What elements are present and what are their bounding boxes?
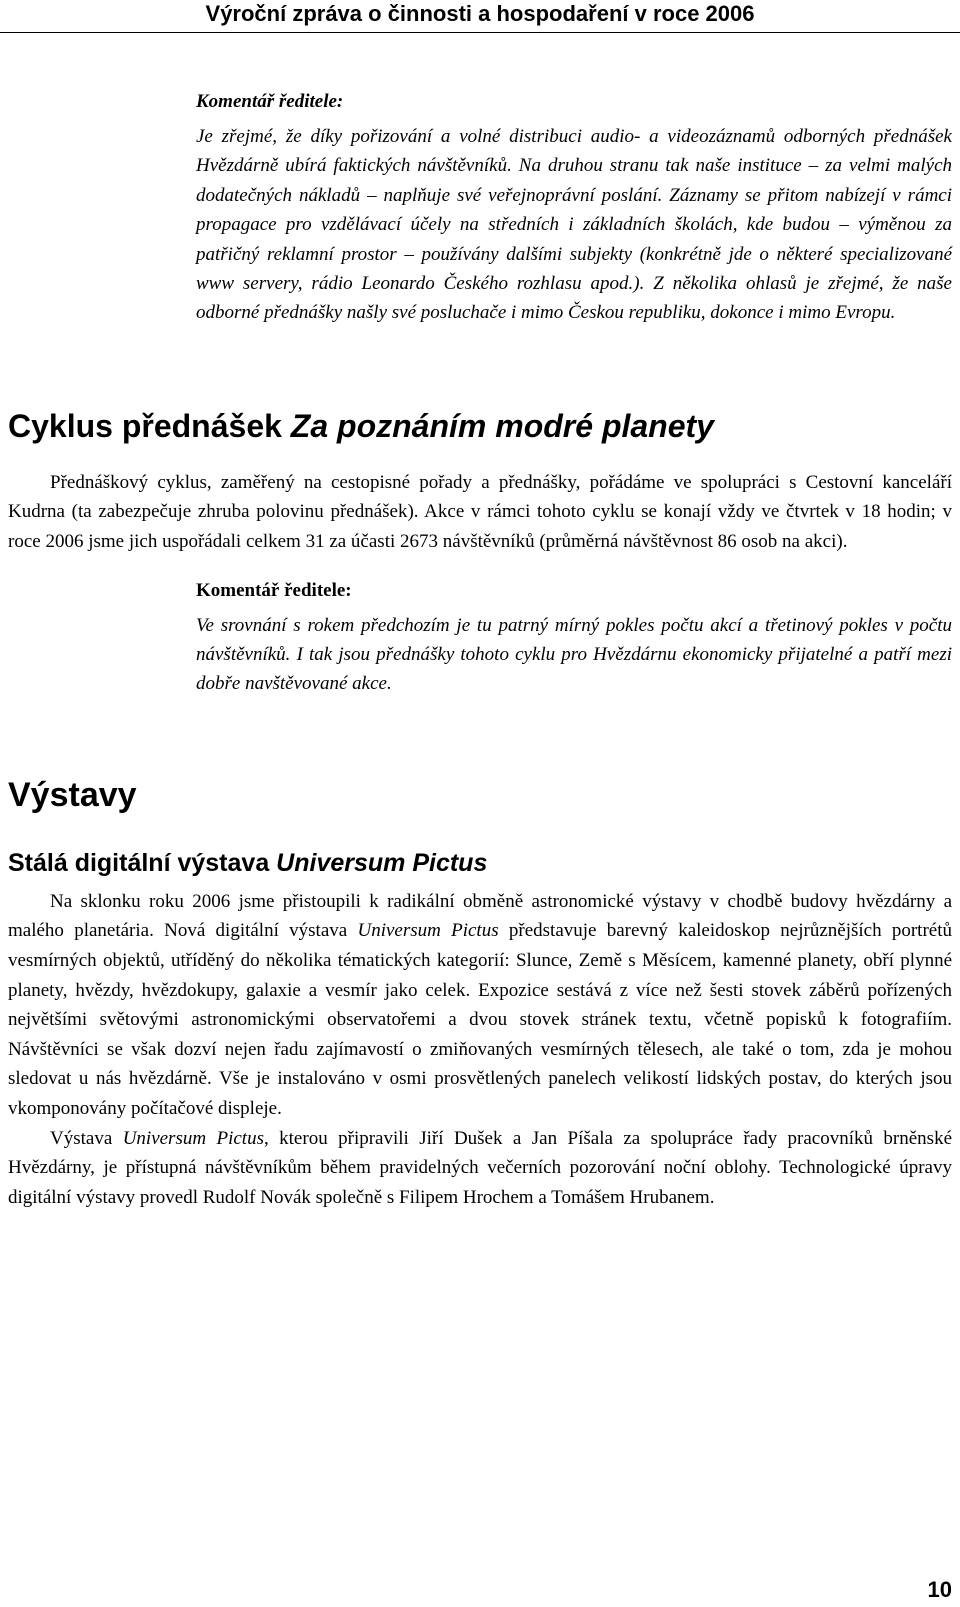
section-title-cyklus [8,406,952,446]
paragraph-text: Výstava [50,1127,123,1149]
section-title-vystavy: Výstavy [8,775,137,814]
paragraph-text: , kterou připravili Jiří Dušek a Jan Píšala za spolupráce řady pracovníků brněnské Hvězdárny, je přístupná návštěvníkům během pravidelných večerních pozorování noční oblohy. Technologické úpravy digitální výstavy provedl Rudolf Novák společně s Filipem Hrochem a Tomášem Hrubanem. [8,1127,952,1208]
comment-text: Je zřejmé, že díky pořizování a volné distribuci audio- a videozáznamů odborných přednášek Hvězdárně ubírá faktických návštěvníků. Na druhou stranu tak naše instituce – za velmi malých dodatečných nákladů – naplňuje své veřejnoprávní poslání. Záznamy se přitom nabízejí v rámci propagace pro vzdělávací účely na středních i základních školách, kde budou – výměnou za patřičný reklamní prostor – používány dalšími subjekty (konkrétně jde o některé specializované www servery, rádio Leonardo Českého rozhlasu apod.). Z několika ohlasů je zřejmé, že naše odborné přednášky našly své posluchače i mimo Českou republiku, dokonce i mimo Evropu. [196,126,952,324]
comment-label: Komentář ředitele: [196,579,352,601]
subsection-title-plain: Stálá digitální výstava [8,848,277,877]
page-body [8,90,952,1212]
section-title-italic: Za poznáním modré planety [290,407,714,444]
comment-text: Ve srovnání s rokem předchozím je tu patrný mírný pokles počtu akcí a třetinový pokles v počtu návštěvníků. I tak jsou přednášky tohoto cyklu pro Hvězdárnu ekonomicky přijatelné a patří mezi dobře navštěvované akce. [196,614,952,695]
cyklus-paragraph: Přednáškový cyklus, zaměřený na cestopisné pořady a přednášky, pořádáme ve spolupráci s Cestovní kanceláří Kudrna (ta zabezpečuje zhruba polovinu přednášek). Akce v rámci tohoto cyklu se konají vždy ve čtvrtek v 18 hodin; v roce 2006 jsme jich uspořádali celkem 31 za účasti 2673 návštěvníků (průměrná návštěvnost 86 osob na akci). [8,471,952,553]
subsection-title-italic: Universum Pictus [276,848,488,877]
running-header [0,0,960,33]
exhibition-name: Universum Pictus [122,1127,264,1149]
exhibition-name: Universum Pictus [357,920,499,942]
subsection-title-universum [8,847,952,879]
universum-paragraph-1 [8,887,952,1124]
paragraph-text: Na sklonku roku 2006 jsme přistoupili k radikální obměně astronomické výstavy v chodbě budovy hvězdárny a malého planetária. Nová digitální výstava [8,890,952,942]
page-number: 10 [927,1577,952,1602]
section-title-plain: Cyklus přednášek [8,407,291,444]
report-title: Výroční zpráva o činnosti a hospodaření v roce 2006 [205,1,755,26]
universum-paragraph-2 [8,1124,952,1213]
director-comment-2 [196,579,952,699]
paragraph-text: představuje barevný kaleidoskop nejrůznějších portrétů vesmírných objektů, utříděný do několika tématických kategorií: Slunce, Země s Měsícem, kamenné planety, obří plynné planety, hvězdy, hvězdokupy, galaxie a vesmír jako celek. Expozice sestává z více než šesti stovek záběrů pořízených největšími světovými astronomickými observatořemi a dvou stovek stránek textu, včetně popisků k fotografiím. Návštěvníci se však dozví nejen řadu zajímavostí o zmiňovaných vesmírných tělesech, ale také o tom, zda je mohou sledovat u nás hvězdárně. Vše je instalováno v osmi prosvětlených panelech velikostí lidských postav, do kterých jsou vkomponovány počítačové displeje. [8,920,952,1119]
comment-label: Komentář ředitele: [196,91,344,112]
director-comment-1 [196,90,952,328]
